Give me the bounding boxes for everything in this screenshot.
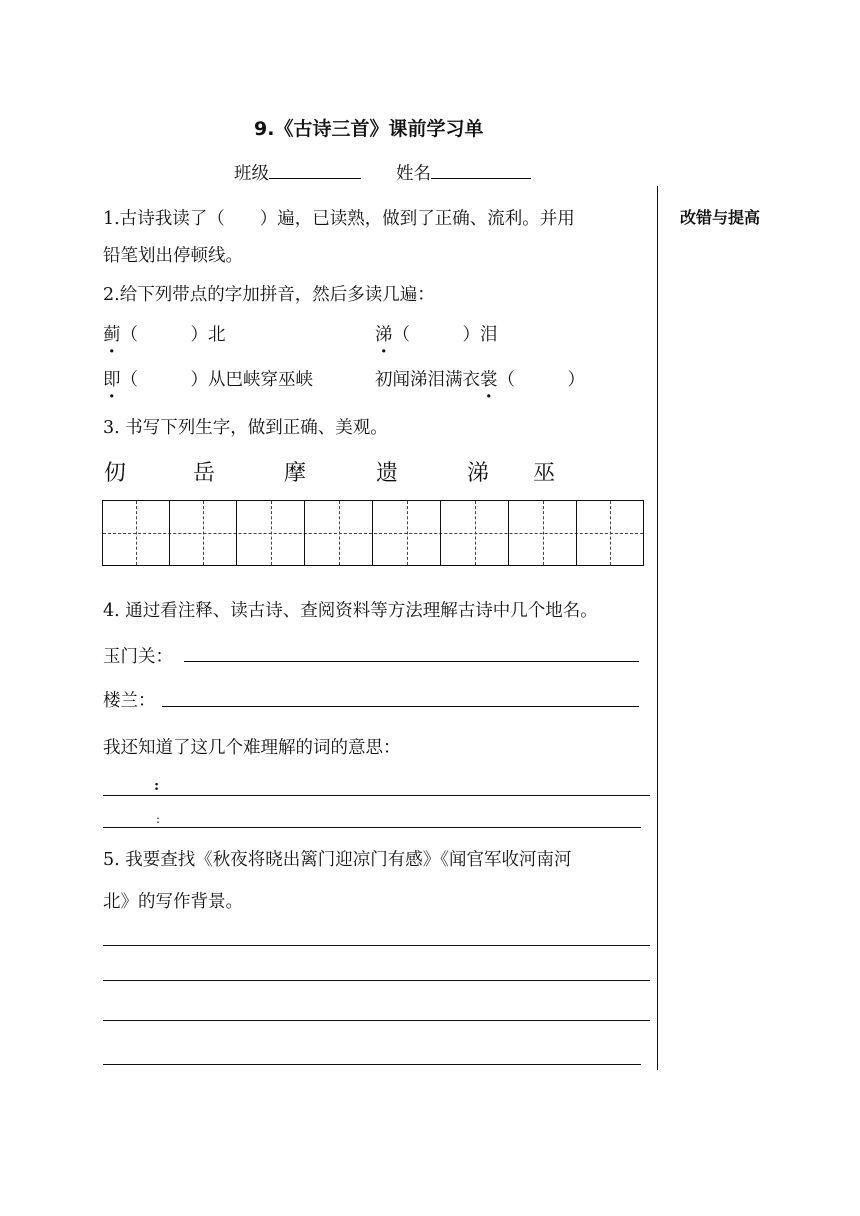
grid-cell[interactable] [373,501,441,565]
background-answer-line[interactable] [103,1020,650,1021]
grid-cell[interactable] [509,501,577,565]
q1-line1: 1.古诗我读了（ ）遍，已读熟，做到了正确、流利。并用 [103,209,575,229]
grid-cell[interactable] [103,501,170,565]
pinyin-blank[interactable]: （ ）从巴峡穿巫峡 [120,370,313,390]
q2-item [375,366,585,391]
place1-answer-line[interactable] [184,661,639,662]
place2-label: 楼兰： [103,691,156,711]
dotted-char: 即 [103,370,121,390]
practice-char: 涕 [467,461,490,486]
colon-mark: : [156,812,161,826]
class-label: 班级 [234,164,269,184]
q2-item [103,366,313,391]
practice-char: 遗 [376,461,399,486]
writing-grid[interactable] [102,500,644,566]
q1-line2: 铅笔划出停顿线。 [103,246,243,266]
practice-char: 摩 [284,461,307,486]
q2-item [375,321,498,346]
dotted-char: 蓟 [103,325,121,345]
grid-cell[interactable] [305,501,373,565]
background-answer-line[interactable] [103,945,650,946]
practice-char: 巫 [533,461,556,486]
place1-label: 玉门关： [103,647,173,667]
side-label: 改错与提高 [680,208,761,227]
dotted-char: 涕 [375,325,393,345]
place2-answer-line[interactable] [162,706,639,707]
grid-cell[interactable] [237,501,305,565]
phrase-text: 初闻涕泪满衣 [375,370,480,390]
word-answer-line[interactable] [103,795,650,796]
word-answer-line[interactable] [103,827,641,828]
words-heading: 我还知道了这几个难理解的词的意思： [103,738,401,758]
q2-heading: 2.给下列带点的字加拼音，然后多读几遍： [103,285,435,305]
grid-cell[interactable] [577,501,643,565]
q3-heading: 3. 书写下列生字，做到正确、美观。 [103,418,388,438]
name-blank[interactable] [431,160,531,179]
q5-line1: 5. 我要查找《秋夜将晓出篱门迎凉门有感》《闻官军收河南河 [103,850,572,870]
practice-char: 仞 [104,461,127,486]
page-title: 9.《古诗三首》课前学习单 [254,118,484,140]
pinyin-blank[interactable]: （ ） [497,370,585,390]
practice-char: 岳 [193,461,216,486]
name-label: 姓名 [396,164,431,184]
dotted-char: 裳 [480,370,498,390]
colon-mark: : [154,778,160,794]
q5-line2: 北》的写作背景。 [103,892,243,912]
background-answer-line[interactable] [103,980,650,981]
q2-item [103,321,226,346]
q4-heading: 4. 通过看注释、读古诗、查阅资料等方法理解古诗中几个地名。 [103,601,598,621]
margin-divider [657,186,658,1070]
class-field [234,160,361,185]
grid-cell[interactable] [441,501,509,565]
pinyin-blank[interactable]: （ ）北 [120,325,226,345]
grid-cell[interactable] [170,501,237,565]
class-blank[interactable] [269,160,361,179]
name-field [396,160,531,185]
pinyin-blank[interactable]: （ ）泪 [392,325,498,345]
background-answer-line[interactable] [103,1064,641,1065]
